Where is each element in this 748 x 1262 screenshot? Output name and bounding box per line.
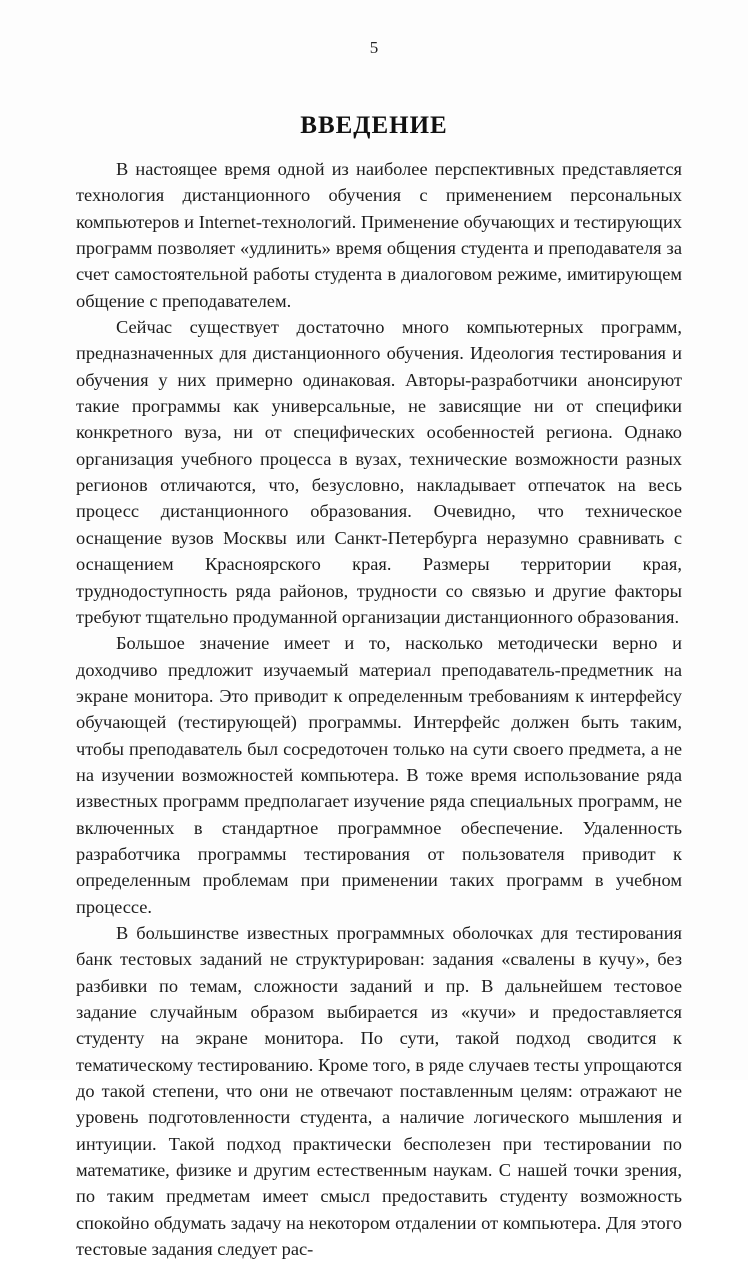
page-title: ВВЕДЕНИЕ	[300, 112, 448, 139]
paragraph-4: В большинстве известных программных оболочках для тестирования банк тестовых заданий не структурирован: задания «свалены в кучу», без разбивки по темам, сложности заданий и пр. В дальнейшем тестовое задание случайным образом выбирается из «кучи» и предоставляется студенту на экране монитора. По сути, такой подход сводится к тематическому тестированию. Кроме того, в ряде случаев тесты упрощаются до такой степени, что они не отвечают поставленным целям: отражают не уровень подготовленности студента, а наличие логического мышления и интуиции. Такой подход практически бесполезен при тестировании по математике, физике и другим естественным наукам. С нашей точки зрения, по таким предметам имеет смысл предоставить студенту возможность спокойно обдумать задачу на некотором отдалении от компьютера. Для этого тестовые задания следует рас-	[76, 922, 682, 1260]
page-number: 5	[369, 38, 379, 57]
paragraph-1: В настоящее время одной из наиболее перспективных представляется технология дистанционного обучения с применением персональных компьютеров и Internet-технологий. Применение обучающих и тестирующих программ позволяет «удлинить» время общения студента и преподавателя за счет самостоятельной работы студента в диалоговом режиме, имитирующем общение с преподавателем.	[76, 159, 682, 311]
paragraph-2: Сейчас существует достаточно много компьютерных программ, предназначенных для дистанционного обучения. Идеология тестирования и обучения у них примерно одинаковая. Авторы-разработчики анонсируют такие программы как универсальные, не зависящие ни от специфики конкретного вуза, ни от специфических особенностей региона. Однако организация учебного процесса в вузах, технические возможности разных регионов отличаются, что, безусловно, накладывает отпечаток на весь процесс дистанционного образования. Очевидно, что техническое оснащение вузов Москвы или Санкт-Петербурга неразумно сравнивать с оснащением Красноярского края. Размеры территории края, труднодоступность ряда районов, трудности со связью и другие факторы требуют тщательно продуманной организации дистанционного образования.	[76, 317, 682, 627]
body-text	[76, 156, 682, 1262]
paragraph-3: Большое значение имеет и то, насколько методически верно и доходчиво предложит изучаемый материал преподаватель-предметник на экране монитора. Это приводит к определенным требованиям к интерфейсу обучающей (тестирующей) программы. Интерфейс должен быть таким, чтобы преподаватель был сосредоточен только на сути своего предмета, а не на изучении возможностей компьютера. В тоже время использование ряда известных программ предполагает изучение ряда специальных программ, не включенных в стандартное программное обеспечение. Удаленность разработчика программы тестирования от пользователя приводит к определенным проблемам при применении таких программ в учебном процессе.	[76, 633, 682, 917]
